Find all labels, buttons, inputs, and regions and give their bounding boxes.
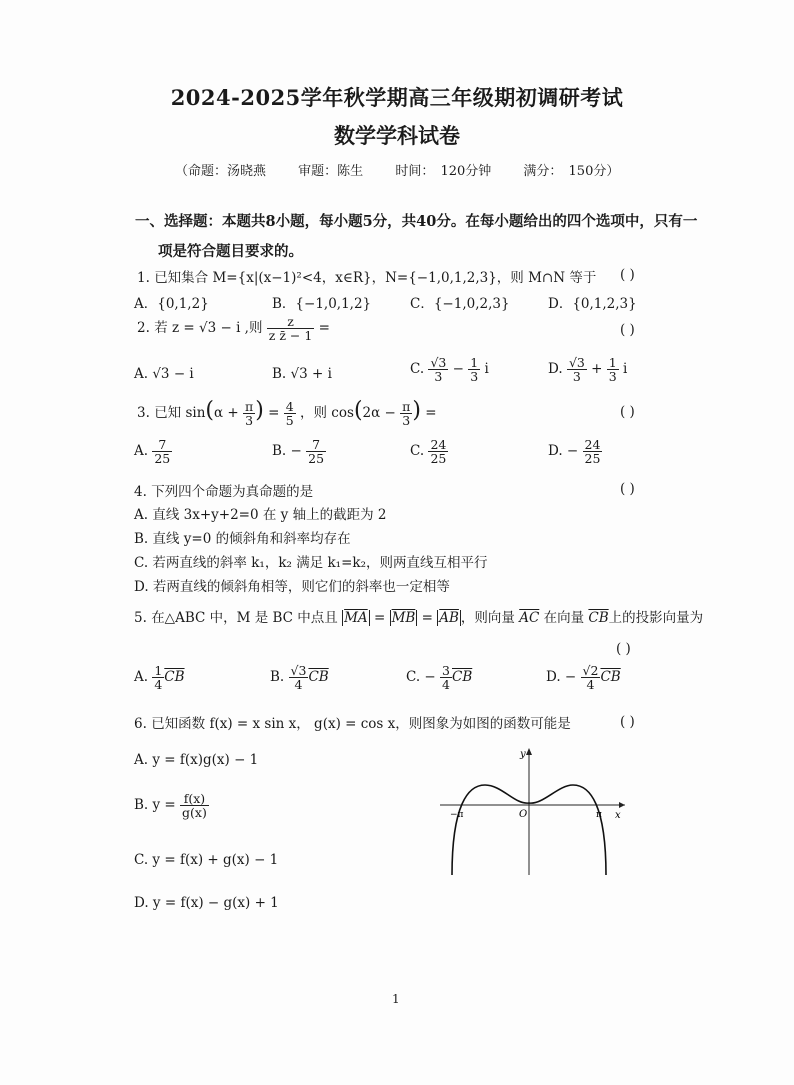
q6-b-num: f(x) bbox=[180, 792, 209, 806]
q3-eq: = bbox=[268, 405, 280, 421]
q5-vector-ac: $\overline{AC}$ bbox=[519, 610, 540, 626]
q3-value-num: 4 bbox=[285, 398, 294, 414]
q1-option-d: D．{0,1,2,3} bbox=[548, 296, 637, 312]
q5-number: 5. bbox=[134, 610, 147, 626]
q3-number: 3. bbox=[137, 405, 150, 421]
q3-inner2: 2α − bbox=[362, 405, 396, 421]
q5-a-vector: $\overline{CB}$ bbox=[164, 669, 185, 686]
q1-answer-paren: ( ) bbox=[620, 267, 635, 283]
q3-option-b bbox=[272, 438, 326, 465]
q3-c-frac bbox=[428, 438, 448, 465]
q5-a-den: 4 bbox=[154, 677, 163, 693]
q5-b-den: 4 bbox=[294, 677, 303, 693]
q2-stem-post: = bbox=[318, 320, 330, 337]
q2-d-frac1 bbox=[567, 356, 587, 383]
section-heading-line2: 项是符合题目要求的。 bbox=[158, 243, 303, 260]
meta-time: 时间： 120分钟 bbox=[395, 164, 492, 179]
q5-c-label: C. − bbox=[406, 669, 436, 686]
question-4 bbox=[134, 480, 313, 500]
question-3: 3. 已知 sin(α + $\frac{\pi}{3}$ ) = $\frac{4}{5}$ ，则 cos(2α − $\frac{\pi}{3}$ ) = bbox=[137, 398, 437, 428]
q6-b-label: B. y = bbox=[134, 797, 176, 814]
q3-stem-post: = bbox=[425, 405, 437, 421]
q3-c-num: 24 bbox=[430, 437, 447, 452]
q2-d-frac1-num: √3 bbox=[568, 355, 585, 370]
q3-b-label: B. − bbox=[272, 443, 302, 460]
q2-d-op: + bbox=[591, 361, 603, 378]
q5-c-den: 4 bbox=[442, 677, 450, 693]
q5-option-c bbox=[406, 664, 472, 691]
q5-stem-mid: ，则向量 bbox=[460, 610, 515, 626]
meta-score: 满分： 150分） bbox=[523, 164, 620, 179]
q2-d-frac2-num: 1 bbox=[608, 355, 617, 370]
q4-option-c: C. 若两直线的斜率 k₁，k₂ 满足 k₁=k₂，则两直线互相平行 bbox=[134, 555, 488, 571]
q5-vector-mb: $\overline{MB}$ bbox=[391, 610, 416, 626]
q4-number: 4. bbox=[134, 484, 147, 500]
q5-stem-mid2: 在向量 bbox=[543, 610, 585, 626]
q3-a-den: 25 bbox=[154, 451, 171, 467]
page-number: 1 bbox=[392, 992, 400, 1006]
q2-answer-paren: ( ) bbox=[620, 322, 635, 338]
q4-option-a: A. 直线 3x+y+2=0 在 y 轴上的截距为 2 bbox=[134, 507, 387, 523]
q3-option-a bbox=[134, 438, 172, 465]
q3-b-frac bbox=[306, 438, 326, 465]
q3-inner1-frac bbox=[243, 400, 255, 427]
q5-a-num: 1 bbox=[154, 663, 163, 678]
q4-stem: 下列四个命题为真命题的是 bbox=[151, 484, 314, 500]
q5-c-num: 3 bbox=[442, 663, 450, 678]
q3-inner1-den: 3 bbox=[245, 413, 254, 428]
q6-option-b bbox=[134, 792, 209, 819]
q2-c-op: − bbox=[452, 361, 464, 378]
origin-label: O bbox=[519, 809, 528, 820]
q5-vector-ma: $\overline{MA}$ bbox=[344, 610, 368, 626]
q2-frac-den: z z̄ − 1 bbox=[268, 328, 313, 344]
q6-b-frac bbox=[180, 792, 209, 819]
exam-title: 2024-2025学年秋学期高三年级期初调研考试 bbox=[170, 85, 624, 110]
exam-meta bbox=[175, 160, 645, 179]
q6-option-c: C. y = f(x) + g(x) − 1 bbox=[134, 852, 279, 868]
q5-c-frac bbox=[440, 664, 452, 691]
neg-pi-label: −π bbox=[450, 810, 464, 820]
q1-option-b: B．{−1,0,1,2} bbox=[272, 296, 372, 312]
q4-answer-paren: ( ) bbox=[620, 481, 635, 497]
q3-a-label: A. bbox=[134, 443, 149, 460]
meta-author: （命题：汤晓燕 bbox=[175, 164, 267, 179]
q3-inner1-num: π bbox=[245, 398, 254, 414]
q3-c-label: C. bbox=[410, 443, 425, 460]
q6-option-a: A. y = f(x)g(x) − 1 bbox=[134, 752, 259, 768]
q5-b-num: √3 bbox=[290, 663, 307, 678]
q3-answer-paren: ( ) bbox=[620, 404, 635, 420]
q5-d-num: √2 bbox=[582, 663, 599, 678]
function-graph bbox=[440, 745, 630, 880]
q3-d-label: D. − bbox=[548, 443, 579, 460]
q2-d-label: D. bbox=[548, 361, 563, 378]
q4-option-d: D. 若两直线的倾斜角相等，则它们的斜率也一定相等 bbox=[134, 579, 450, 595]
meta-reviewer: 审题：陈生 bbox=[298, 164, 364, 179]
q2-option-b: B. √3 + i bbox=[272, 366, 332, 382]
q2-c-frac2 bbox=[468, 356, 480, 383]
q1-option-c: C．{−1,0,2,3} bbox=[410, 296, 510, 312]
x-axis-arrow-icon bbox=[619, 802, 625, 808]
q3-value-frac bbox=[284, 400, 296, 427]
y-axis-arrow-icon bbox=[526, 748, 532, 755]
q5-vector-ab: $\overline{AB}$ bbox=[439, 610, 459, 626]
q2-number: 2. bbox=[137, 320, 150, 337]
q2-c-frac1-num: √3 bbox=[430, 355, 447, 370]
q3-stem-mid: ，则 cos bbox=[300, 405, 354, 421]
q5-b-label: B. bbox=[270, 669, 285, 686]
q6-stem: 已知函数 f(x) = x sin x， g(x) = cos x，则图象为如图的函数可能是 bbox=[151, 716, 571, 732]
q5-stem-pre: 在△ABC 中，M 是 BC 中点且 bbox=[151, 610, 338, 626]
q5-option-a bbox=[134, 664, 185, 691]
q2-c-label: C. bbox=[410, 361, 425, 378]
q5-option-d bbox=[546, 664, 621, 691]
q5-b-frac bbox=[289, 664, 309, 691]
question-6 bbox=[134, 712, 571, 732]
q6-answer-paren: ( ) bbox=[620, 714, 635, 730]
q3-d-num: 24 bbox=[584, 437, 601, 452]
q5-a-label: A. bbox=[134, 669, 149, 686]
q5-eq1: = bbox=[373, 610, 386, 626]
q6-option-d: D. y = f(x) − g(x) + 1 bbox=[134, 895, 279, 911]
q3-inner2-den: 3 bbox=[402, 413, 411, 428]
q1-stem: 已知集合 M={x|(x−1)²<4，x∈R}，N={−1,0,1,2,3}，则 M∩N 等于 bbox=[154, 270, 597, 286]
q3-a-frac bbox=[152, 438, 172, 465]
section-heading-line1: 一、选择题：本题共8小题，每小题5分，共40分。在每小题给出的四个选项中，只有一 bbox=[135, 213, 698, 230]
q3-d-frac bbox=[583, 438, 603, 465]
q2-fraction bbox=[267, 315, 315, 342]
q5-d-vector: $\overline{CB}$ bbox=[600, 669, 621, 686]
question-2 bbox=[137, 315, 330, 342]
q3-a-num: 7 bbox=[152, 438, 172, 452]
q2-d-frac1-den: 3 bbox=[572, 369, 581, 385]
q5-vector-cb: $\overline{CB}$ bbox=[588, 610, 609, 626]
q5-d-label: D. − bbox=[546, 669, 577, 686]
q2-frac-num: z bbox=[267, 315, 315, 329]
q5-d-frac bbox=[581, 664, 601, 691]
q1-number: 1. bbox=[137, 270, 150, 286]
q3-b-den: 25 bbox=[308, 451, 325, 467]
q5-option-b bbox=[270, 664, 329, 691]
q6-b-den: g(x) bbox=[182, 805, 207, 821]
q5-a-frac bbox=[152, 664, 164, 691]
q2-c-suffix: i bbox=[484, 361, 489, 378]
q5-stem-post: 上的投影向量为 bbox=[608, 610, 704, 626]
x-axis-label: x bbox=[615, 810, 621, 821]
q1-option-a: A．{0,1,2} bbox=[134, 296, 209, 312]
pos-pi-label: π bbox=[596, 810, 602, 820]
question-1 bbox=[137, 266, 596, 286]
q2-c-frac2-num: 1 bbox=[470, 355, 479, 370]
q5-d-den: 4 bbox=[586, 677, 595, 693]
q2-d-frac2-den: 3 bbox=[608, 369, 617, 385]
q3-option-d bbox=[548, 438, 602, 465]
exam-subtitle: 数学学科试卷 bbox=[334, 123, 460, 148]
q2-option-d bbox=[548, 356, 627, 383]
q3-inner2-frac bbox=[400, 400, 412, 427]
q5-c-vector: $\overline{CB}$ bbox=[452, 669, 473, 686]
q3-stem-pre: 已知 sin bbox=[154, 405, 206, 421]
q4-option-b: B. 直线 y=0 的倾斜角和斜率均存在 bbox=[134, 531, 351, 547]
y-axis-label: y bbox=[520, 749, 526, 760]
q3-option-c bbox=[410, 438, 448, 465]
q5-b-vector: $\overline{CB}$ bbox=[308, 669, 329, 686]
q2-c-frac1-den: 3 bbox=[434, 369, 443, 385]
q3-inner1: α + bbox=[214, 405, 239, 421]
q6-number: 6. bbox=[134, 716, 147, 732]
q2-d-frac2 bbox=[607, 356, 619, 383]
q2-c-frac2-den: 3 bbox=[470, 369, 479, 385]
q5-answer-paren: ( ) bbox=[616, 641, 631, 657]
q2-d-suffix: i bbox=[623, 361, 628, 378]
q3-d-den: 25 bbox=[584, 451, 601, 467]
q2-option-a: A. √3 − i bbox=[134, 366, 194, 382]
q3-inner2-num: π bbox=[402, 398, 411, 414]
q3-b-num: 7 bbox=[306, 438, 326, 452]
q2-option-c bbox=[410, 356, 489, 383]
q2-c-frac1 bbox=[428, 356, 448, 383]
q2-stem-pre: 若 z = √3 − i ,则 bbox=[154, 320, 263, 337]
q3-value-den: 5 bbox=[285, 413, 294, 428]
q3-c-den: 25 bbox=[430, 451, 447, 467]
question-5 bbox=[134, 606, 703, 626]
q5-eq2: = bbox=[421, 610, 433, 626]
